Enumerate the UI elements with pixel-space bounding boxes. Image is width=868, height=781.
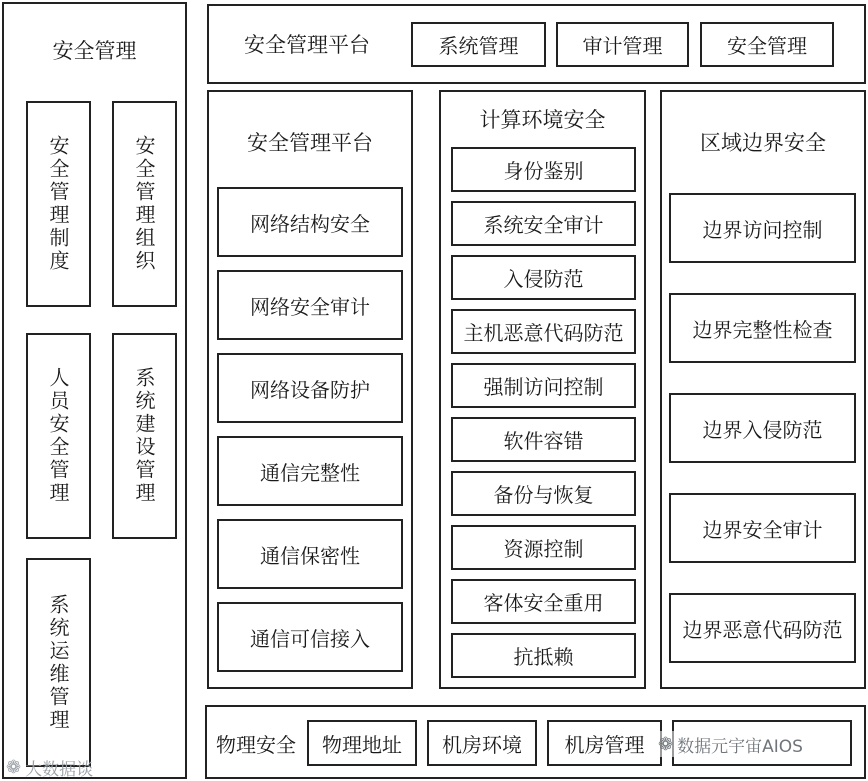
watermark-left-text: 大数据谈 <box>25 759 94 780</box>
column2-title: 计算环境安全 <box>479 108 606 132</box>
column1-title: 安全管理平台 <box>247 131 373 155</box>
col3-boundary-integrity-check: 边界完整性检查 <box>669 293 856 363</box>
left-item-system-operations: 系统运维管理 <box>26 558 91 767</box>
col1-communication-confidentiality: 通信保密性 <box>217 519 403 589</box>
top-bar-title: 安全管理平台 <box>244 33 370 57</box>
bottom-bar-title: 物理安全 <box>216 732 296 757</box>
col2-object-reuse: 客体安全重用 <box>451 579 636 624</box>
left-panel-title: 安全管理 <box>52 39 137 63</box>
col2-identity-authentication: 身份鉴别 <box>451 147 636 192</box>
top-bar-security-management: 安全管理 <box>700 22 834 67</box>
bottom-machine-room-environment: 机房环境 <box>427 720 537 766</box>
col2-non-repudiation: 抗抵赖 <box>451 633 636 678</box>
left-item-system-construction: 系统建设管理 <box>112 333 177 539</box>
top-bar-audit-management: 审计管理 <box>556 22 689 67</box>
col2-host-malware-prevention: 主机恶意代码防范 <box>451 309 636 354</box>
col3-boundary-intrusion-prevention: 边界入侵防范 <box>669 393 856 463</box>
col3-boundary-security-audit: 边界安全审计 <box>669 493 856 563</box>
bottom-physical-address: 物理地址 <box>307 720 417 766</box>
col1-communication-integrity: 通信完整性 <box>217 436 403 506</box>
col3-boundary-malware-prevention: 边界恶意代码防范 <box>669 593 856 663</box>
watermark-left <box>6 756 93 778</box>
top-bar-system-management: 系统管理 <box>411 22 546 67</box>
left-item-security-policy: 安全管理制度 <box>26 101 91 307</box>
col2-backup-recovery: 备份与恢复 <box>451 471 636 516</box>
watermark-right-text: 数据元宇宙AIOS <box>677 736 803 757</box>
col1-network-security-audit: 网络安全审计 <box>217 270 403 340</box>
col2-system-security-audit: 系统安全审计 <box>451 201 636 246</box>
left-item-personnel-security: 人员安全管理 <box>26 333 91 539</box>
left-item-security-organization: 安全管理组织 <box>112 101 177 307</box>
column3-title: 区域边界安全 <box>700 131 826 155</box>
col2-software-fault-tolerance: 软件容错 <box>451 417 636 462</box>
col1-network-structure-security: 网络结构安全 <box>217 187 403 257</box>
watermark-right <box>658 731 803 757</box>
col2-intrusion-prevention: 入侵防范 <box>451 255 636 300</box>
col1-network-device-protection: 网络设备防护 <box>217 353 403 423</box>
col2-resource-control: 资源控制 <box>451 525 636 570</box>
col3-boundary-access-control: 边界访问控制 <box>669 193 856 263</box>
wechat-logo-icon: ❁ <box>658 733 674 755</box>
wechat-logo-icon: ❁ <box>6 756 22 778</box>
bottom-machine-room-management: 机房管理 <box>547 720 662 766</box>
col1-trusted-access: 通信可信接入 <box>217 602 403 672</box>
col2-mandatory-access-control: 强制访问控制 <box>451 363 636 408</box>
